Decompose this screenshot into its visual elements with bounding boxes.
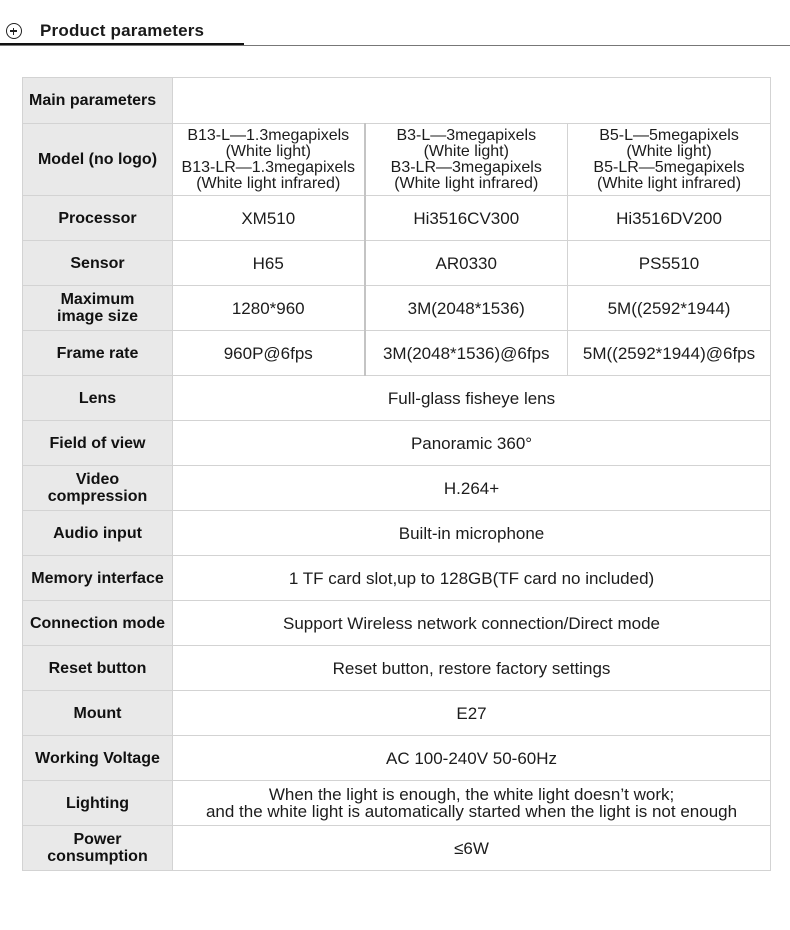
table-cell: 5M((2592*1944)@6fps (568, 331, 771, 376)
header-divider (0, 45, 790, 46)
row-label: Connection mode (23, 601, 173, 646)
model-cell: B5-L—5megapixels (White light) B5-LR—5megapixels (White light infrared) (568, 124, 771, 196)
table-cell: Hi3516DV200 (568, 196, 771, 241)
row-label: Frame rate (23, 331, 173, 376)
table-cell: 3M(2048*1536)@6fps (365, 331, 568, 376)
row-label: Field of view (23, 421, 173, 466)
row-label: Working Voltage (23, 736, 173, 781)
table-row (23, 826, 771, 871)
model-cell: B3-L—3megapixels (White light) B3-LR—3megapixels (White light infrared) (365, 124, 568, 196)
model-cell: B13-L—1.3megapixels (White light) B13-LR—1.3megapixels (White light infrared) (173, 124, 365, 196)
table-cell: H.264+ (173, 466, 771, 511)
row-label: Maximum image size (23, 286, 173, 331)
table-cell: PS5510 (568, 241, 771, 286)
row-label: Model (no logo) (23, 124, 173, 196)
row-label: Mount (23, 691, 173, 736)
table-cell: ≤6W (173, 826, 771, 871)
table-row (23, 196, 771, 241)
table-cell: Full-glass fisheye lens (173, 376, 771, 421)
table-row (23, 286, 771, 331)
table-row (23, 646, 771, 691)
main-parameters-value (173, 78, 771, 124)
table-cell: 1 TF card slot,up to 128GB(TF card no included) (173, 556, 771, 601)
table-cell: Reset button, restore factory settings (173, 646, 771, 691)
table-row (23, 511, 771, 556)
table-row (23, 781, 771, 826)
table-row (23, 601, 771, 646)
table-row (23, 466, 771, 511)
row-label: Audio input (23, 511, 173, 556)
table-cell: H65 (173, 241, 365, 286)
row-label: Processor (23, 196, 173, 241)
table-cell: 3M(2048*1536) (365, 286, 568, 331)
table-cell: Hi3516CV300 (365, 196, 568, 241)
table-row (23, 376, 771, 421)
table-cell: Built-in microphone (173, 511, 771, 556)
table-cell: Panoramic 360° (173, 421, 771, 466)
row-label: Lighting (23, 781, 173, 826)
plus-circle-icon (6, 23, 22, 39)
row-label: Video compression (23, 466, 173, 511)
section-header (0, 0, 790, 48)
table-cell: AC 100-240V 50-60Hz (173, 736, 771, 781)
row-label: Lens (23, 376, 173, 421)
table-cell: E27 (173, 691, 771, 736)
table-cell: Support Wireless network connection/Direct mode (173, 601, 771, 646)
row-label: Power consumption (23, 826, 173, 871)
row-label: Reset button (23, 646, 173, 691)
table-row (23, 78, 771, 124)
table-row (23, 556, 771, 601)
table-cell: 960P@6fps (173, 331, 365, 376)
table-row (23, 736, 771, 781)
row-label: Sensor (23, 241, 173, 286)
row-label: Memory interface (23, 556, 173, 601)
table-row (23, 691, 771, 736)
product-parameters-table (22, 77, 771, 871)
table-cell: When the light is enough, the white light doesn’t work; and the white light is automatically started when the light is not enough (173, 781, 771, 826)
table-row (23, 421, 771, 466)
table-cell: 1280*960 (173, 286, 365, 331)
table-row (23, 241, 771, 286)
table-row (23, 331, 771, 376)
table-cell: 5M((2592*1944) (568, 286, 771, 331)
main-parameters-label: Main parameters (23, 78, 173, 124)
table-cell: XM510 (173, 196, 365, 241)
section-title: Product parameters (40, 21, 205, 40)
table-cell: AR0330 (365, 241, 568, 286)
table-row (23, 124, 771, 196)
